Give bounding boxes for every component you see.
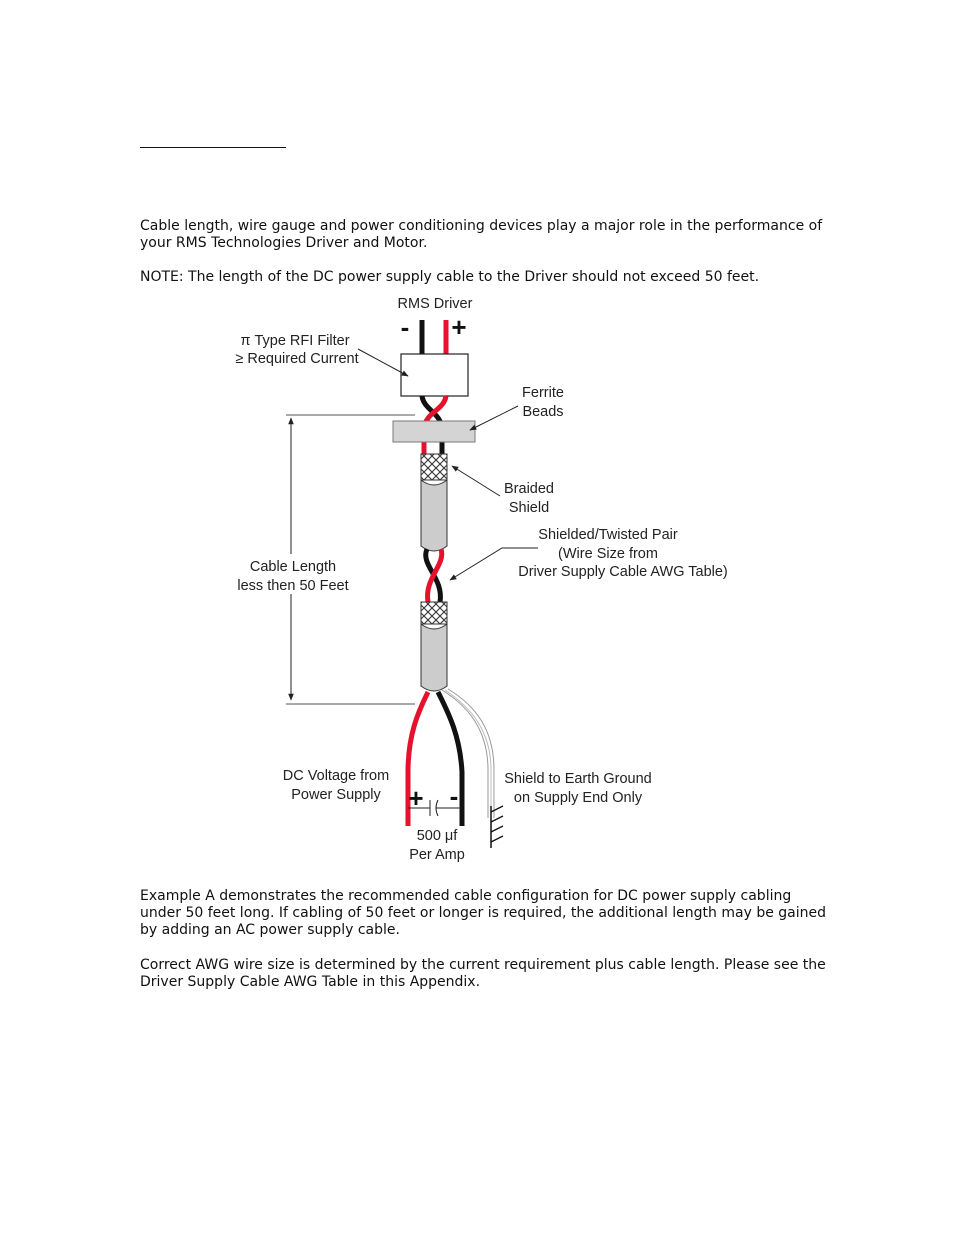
filter-label-line2: ≥ Required Current xyxy=(235,351,359,367)
length-label-line1: Cable Length xyxy=(249,559,337,575)
shield-label-line1: Shield to Earth Ground xyxy=(504,771,652,787)
ferrite-label-line1: Ferrite xyxy=(522,385,564,401)
example-paragraph: Example A demonstrates the recommended cable configuration for DC power supply cabling under 50 feet long. If cabling of 50 feet or longer is required, the additional length may be gained by adding an AC power supply cable. xyxy=(140,888,826,938)
note-paragraph: NOTE: The length of the DC power supply cable to the Driver should not exceed 50 feet. xyxy=(140,269,760,285)
braided-label-line1: Braided xyxy=(504,481,554,497)
length-label-line2: less then 50 Feet xyxy=(237,578,349,594)
cable-jacket-lower xyxy=(421,624,447,691)
cap-label-line1: 500 μf xyxy=(416,828,458,844)
pair-label-line3: Driver Supply Cable AWG Table) xyxy=(518,564,728,580)
dc-label-line1: DC Voltage from xyxy=(282,768,390,784)
pair-label-line2: (Wire Size from xyxy=(558,546,658,562)
intro-paragraph: Cable length, wire gauge and power conditioning devices play a major role in the performance of your RMS Technologies Driver and Motor. xyxy=(140,218,823,251)
cap-plus-sign: + xyxy=(408,783,424,813)
driver-minus-sign: - xyxy=(400,312,410,342)
filter-label-line1: π Type RFI Filter xyxy=(240,333,350,349)
cap-minus-sign: - xyxy=(449,781,459,811)
ferrite-beads xyxy=(393,421,475,442)
dc-label-line2: Power Supply xyxy=(291,787,381,803)
pair-label-line1: Shielded/Twisted Pair xyxy=(538,527,678,543)
braided-label-line2: Shield xyxy=(508,500,550,516)
rfi-filter-box xyxy=(401,354,468,396)
ferrite-label-line2: Beads xyxy=(522,404,564,420)
awg-paragraph: Correct AWG wire size is determined by the current requirement plus cable length. Please see the Driver Supply Cable AWG Table in this Appendix. xyxy=(140,957,826,990)
shield-label-line2: on Supply End Only xyxy=(513,790,643,806)
cap-label-line2: Per Amp xyxy=(409,847,465,863)
cable-jacket-upper xyxy=(421,480,447,551)
driver-label: RMS Driver xyxy=(397,296,473,312)
braided-shield-lower xyxy=(421,602,447,624)
driver-plus-sign: + xyxy=(451,312,467,342)
earth-ground-icon xyxy=(491,806,503,848)
braided-shield-upper xyxy=(421,454,447,480)
